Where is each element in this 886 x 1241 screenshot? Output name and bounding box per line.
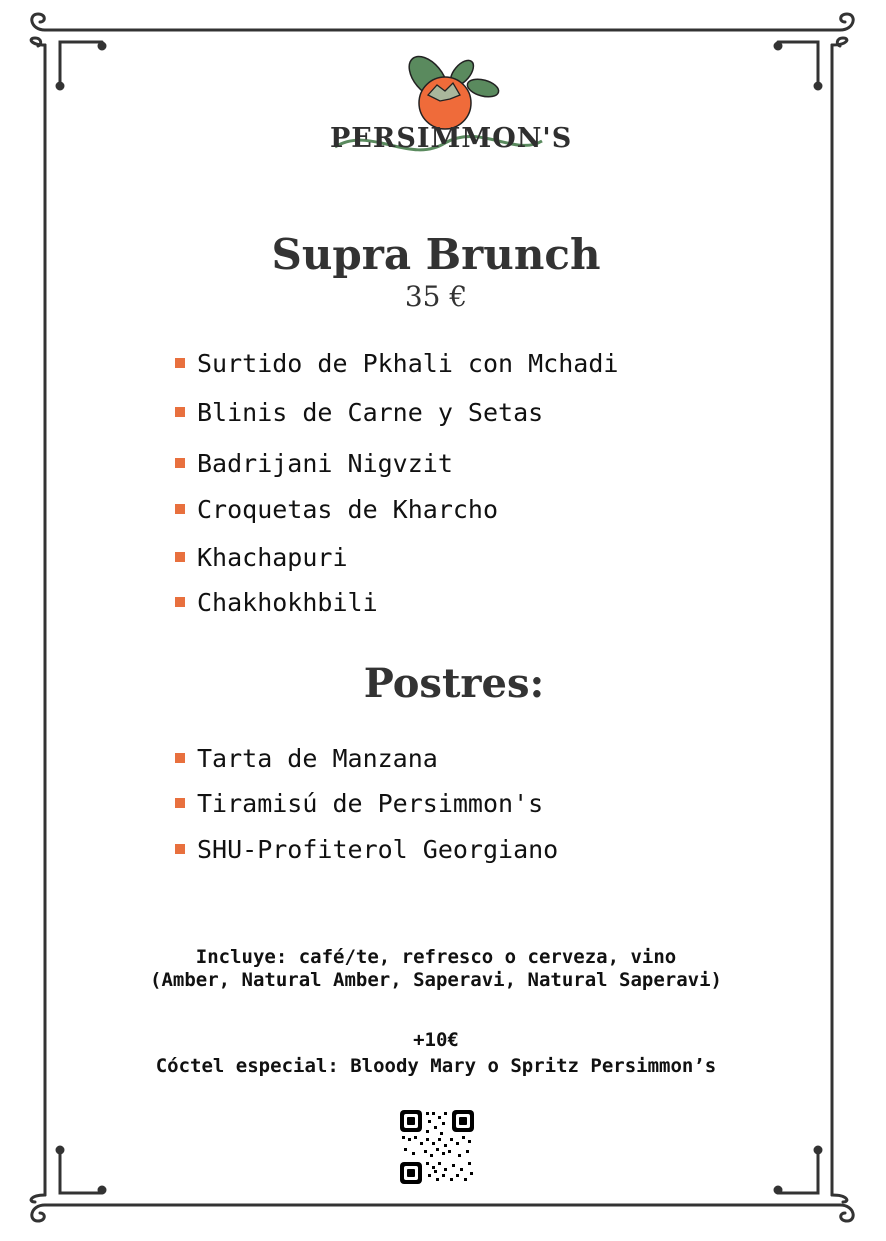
bullet-icon: [175, 597, 185, 607]
bullet-icon: [175, 552, 185, 562]
qr-code-icon[interactable]: [398, 1108, 476, 1186]
menu-title: Supra Brunch: [271, 230, 601, 279]
includes-wines: (Amber, Natural Amber, Saperavi, Natural Saperavi): [150, 969, 722, 991]
list-item: [175, 788, 543, 818]
list-item: [175, 743, 438, 773]
bullet-icon: [175, 358, 185, 368]
list-item: [175, 587, 378, 617]
extra-price: +10€: [413, 1029, 459, 1051]
dessert-item-label: Tiramisú de Persimmon's: [197, 788, 544, 818]
list-item: [175, 448, 453, 478]
includes-line: Incluye: café/te, refresco o cerveza, vino: [195, 946, 677, 968]
menu-price: 35 €: [404, 280, 468, 313]
bullet-icon: [175, 798, 185, 808]
dessert-item-label: Tarta de Manzana: [197, 743, 438, 773]
brand-wordmark: PERSIMMON'S: [330, 123, 573, 154]
bullet-icon: [175, 407, 185, 417]
menu-item-label: Badrijani Nigvzit: [197, 448, 453, 478]
bullet-icon: [175, 504, 185, 514]
menu-item-label: Croquetas de Kharcho: [197, 494, 499, 524]
brand-logo: [330, 55, 573, 165]
bullet-icon: [175, 458, 185, 468]
list-item: [175, 834, 558, 864]
list-item: [175, 542, 348, 572]
bullet-icon: [175, 753, 185, 763]
extra-description: Cóctel especial: Bloody Mary o Spritz Persimmon’s: [155, 1055, 717, 1077]
menu-item-label: Blinis de Carne y Setas: [197, 397, 544, 427]
desserts-title: Postres:: [363, 660, 545, 707]
menu-item-label: Chakhokhbili: [197, 587, 378, 617]
list-item: [175, 397, 543, 427]
bullet-icon: [175, 844, 185, 854]
list-item: [175, 494, 498, 524]
menu-item-label: Khachapuri: [197, 542, 348, 572]
dessert-item-label: SHU-Profiterol Georgiano: [197, 834, 559, 864]
list-item: [175, 348, 618, 378]
menu-item-label: Surtido de Pkhali con Mchadi: [197, 348, 619, 378]
